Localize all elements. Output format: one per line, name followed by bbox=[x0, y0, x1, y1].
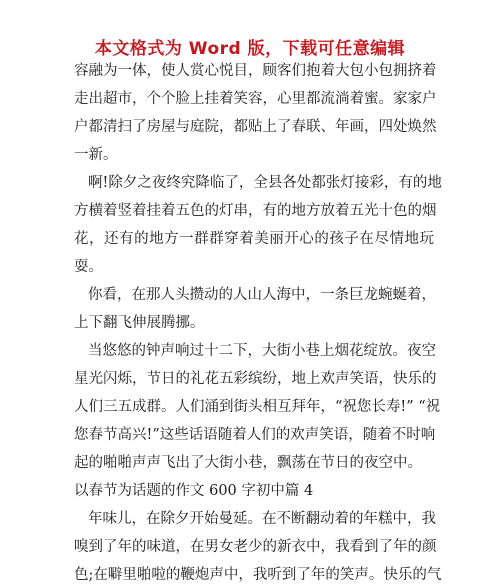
paragraph-line: 一新。 bbox=[74, 147, 118, 163]
paragraph-line: 你看，在那人头攒动的人山人海中，一条巨龙蜿蜒着， bbox=[88, 287, 436, 303]
paragraph-line: 方横着竖着挂着五色的灯串，有的地方放着五光十色的烟 bbox=[74, 203, 437, 219]
paragraph-line: 色;在噼里啪啦的鞭炮声中，我听到了年的笑声。快乐的气 bbox=[74, 567, 442, 583]
paragraph-line: 人们三五成群。人们涌到街头相互拜年，“祝您长寿!” “祝 bbox=[74, 399, 441, 415]
paragraph-line: 您春节高兴!”这些话语随着人们的欢声笑语，随着不时响 bbox=[74, 427, 436, 443]
paragraph-line: 走出超市，个个脸上挂着笑容，心里都流淌着蜜。家家户 bbox=[74, 91, 437, 107]
paragraph-line: 啊!除夕之夜终究降临了，全县各处都张灯接彩，有的地 bbox=[88, 175, 442, 191]
paragraph-line: 星光闪烁，节日的礼花五彩缤纷，地上欢声笑语，快乐的 bbox=[74, 371, 437, 387]
paragraph-line: 起的啪啪声声飞出了大街小巷，飘荡在节日的夜空中。 bbox=[74, 455, 422, 471]
paragraph-line: 当悠悠的钟声响过十二下，大街小巷上烟花绽放。夜空 bbox=[88, 343, 436, 359]
paragraph-line: 容融为一体，使人赏心悦目，顾客们抱着大包小包拥挤着 bbox=[74, 63, 437, 79]
document-banner-title: 本文格式为 Word 版，下载可任意编辑 bbox=[94, 39, 406, 59]
paragraph-line: 户都清扫了房屋与庭院，都贴上了春联、年画，四处焕然 bbox=[74, 119, 437, 135]
section-heading: 以春节为话题的作文 600 字初中篇 4 bbox=[74, 483, 314, 499]
paragraph-line: 上下翻飞伸展腾挪。 bbox=[74, 315, 205, 331]
paragraph-line: 嗅到了年的味道，在男女老少的新衣中，我看到了年的颜 bbox=[74, 539, 437, 555]
paragraph-line: 年味儿，在除夕开始曼延。在不断翻动着的年糕中，我 bbox=[88, 511, 436, 527]
paragraph-line: 花，还有的地方一群群穿着美丽开心的孩子在尽情地玩 bbox=[74, 231, 434, 247]
paragraph-line: 耍。 bbox=[74, 259, 103, 275]
